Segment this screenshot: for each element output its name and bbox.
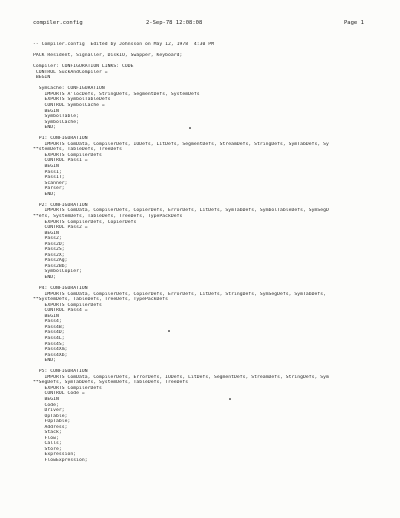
listing-line: Scanner; [33, 180, 68, 186]
listing-line: IMPORTS ComData, CompilerDefs, CopierDefs, ErrorDefs, LitDefs, StringDefs, SymSegDefs, SymTabDefs, [33, 291, 326, 297]
print-speck [189, 127, 191, 129]
listing-line: IMPORTS ComData, CompilerDefs, ErrorDefs, IODefs, LitDefs, SegmentDefs, StreamDefs, StringDefs, Sym [33, 374, 329, 380]
listing-line: END; [33, 125, 56, 131]
listing-line: OpTable; [33, 413, 68, 419]
listing-line: BEGIN [33, 75, 51, 81]
listing-line: Pass2D; [33, 241, 65, 247]
listing-line: EXPORTS CompilerDefs [33, 152, 102, 158]
listing-line: SymbolCopier; [33, 269, 82, 275]
listing-line: EXPORTS CompilerDefs [33, 302, 102, 308]
listing-line: P2: CONFIGURATION [33, 202, 88, 208]
listing-line: **efs, SystemDefs, TableDefs, TreeDefs, TypePackDefs [33, 213, 183, 219]
listing-line: BEGIN [33, 108, 59, 114]
listing-line: -- Compiler.config Edited by Johnsson on May 12, 1978 4:30 PM [33, 42, 214, 47]
listing-line: Pass2S; [33, 247, 65, 253]
listing-line: Stack; [33, 430, 62, 436]
listing-line: **SystemDefs, TableDefs, TreeDefs, TypePackDefs [33, 297, 168, 303]
listing-line: **stemDefs, TableDefs, TreeDefs [33, 147, 123, 153]
listing-line: BEGIN [33, 230, 59, 236]
header-filename: compiler.config [33, 20, 83, 26]
listing-line: Calls; [33, 441, 62, 447]
listing-line: P5: CONFIGURATION [33, 369, 88, 375]
listing-line: CONTROL Pass2 = [33, 225, 88, 231]
listing-line: EXPORTS SymbolTableDefs [33, 97, 111, 103]
header-datetime: 2-Sep-78 12:08:08 [146, 20, 203, 26]
listing-line: Pass1; [33, 169, 62, 175]
listing-line: Pass2Ag; [33, 258, 68, 264]
listing-line: FlowExpression; [33, 458, 88, 464]
listing-line: Pass4D; [33, 330, 65, 336]
listing-line: BEGIN [33, 397, 59, 402]
listing-line: BEGIN [33, 313, 59, 319]
source-listing [33, 42, 393, 464]
listing-line: Compiler: CONFIGURATION LINKS: CODE [33, 64, 134, 70]
listing-line: BEGIN [33, 164, 59, 170]
listing-line: Pass2; [33, 236, 62, 242]
listing-line: Pass4Xm; [33, 347, 68, 353]
listing-line: CONTROL SuckAndCompiler = [33, 69, 108, 75]
listing-line: IMPORTS A'locDefs, StringDefs, SegmentDefs, SystemDefs [33, 91, 200, 97]
listing-line: CONTROL Code = [33, 391, 85, 397]
listing-line: Parser; [33, 186, 65, 192]
print-speck [229, 398, 231, 400]
listing-line: Pass4S; [33, 341, 65, 347]
listing-line: Pass4; [33, 319, 62, 325]
listing-line: IMPORTS ComData, CompilerDefs, CopierDefs, ErrorDefs, LitDefs, SymTabDefs, SymbolTableDefs, SymSegD [33, 208, 329, 214]
listing-line: Pass4Xb; [33, 352, 68, 358]
listing-line: END; [33, 191, 56, 197]
listing-line: CONTROL SymbolCache = [33, 103, 105, 109]
listing-line: **SegDefs, SymTabDefs, SystemDefs, TableDefs, TreeDefs [33, 380, 189, 386]
listing-line: P1: CONFIGURATION [33, 136, 88, 142]
header-page-value: 1 [360, 20, 364, 26]
listing-line: CONTROL Pass1 = [33, 158, 88, 164]
listing-line: SymbolTable; [33, 114, 79, 120]
listing-line: END; [33, 274, 56, 280]
listing-line: EXPORTS CompilerDefs [33, 385, 102, 391]
listing-line: Pass4L; [33, 335, 65, 341]
listing-line: Pass4B; [33, 324, 65, 330]
listing-line: END; [33, 358, 56, 364]
listing-line: P4: CONFIGURATION [33, 286, 88, 292]
header-page-label: Page [344, 20, 358, 26]
page-header [33, 19, 373, 27]
listing-line: Address; [33, 424, 68, 430]
print-speck [168, 330, 170, 332]
listing-line: Driver; [33, 408, 65, 414]
listing-line: IMPORTS ComData, CompilerDefs, IODefs, LitDefs, SegmentDefs, StreamDefs, StringDefs, SymTabDefs, Sy [33, 141, 329, 147]
listing-line: EXPORTS CompilerDefs, CopierDefs [33, 219, 137, 225]
listing-line: Store; [33, 446, 62, 452]
listing-line: FOpTable; [33, 419, 71, 425]
listing-line: Pass1T; [33, 175, 65, 181]
listing-line: Expression; [33, 452, 77, 458]
listing-line: Pass2X; [33, 252, 65, 258]
listing-line: Pass2Bb; [33, 263, 68, 269]
listing-line: CONTROL Pass4 = [33, 308, 88, 314]
listing-line: Flow; [33, 435, 59, 441]
listing-line: SymCache: CONFIGURATION [33, 86, 105, 92]
header-page-number [344, 19, 364, 27]
listing-line: PACK Resident, Signaller, DiskIO, Swapper, Keyboard; [33, 53, 183, 59]
listing-line: Code; [33, 402, 59, 408]
listing-line: SymbolCache; [33, 119, 79, 125]
